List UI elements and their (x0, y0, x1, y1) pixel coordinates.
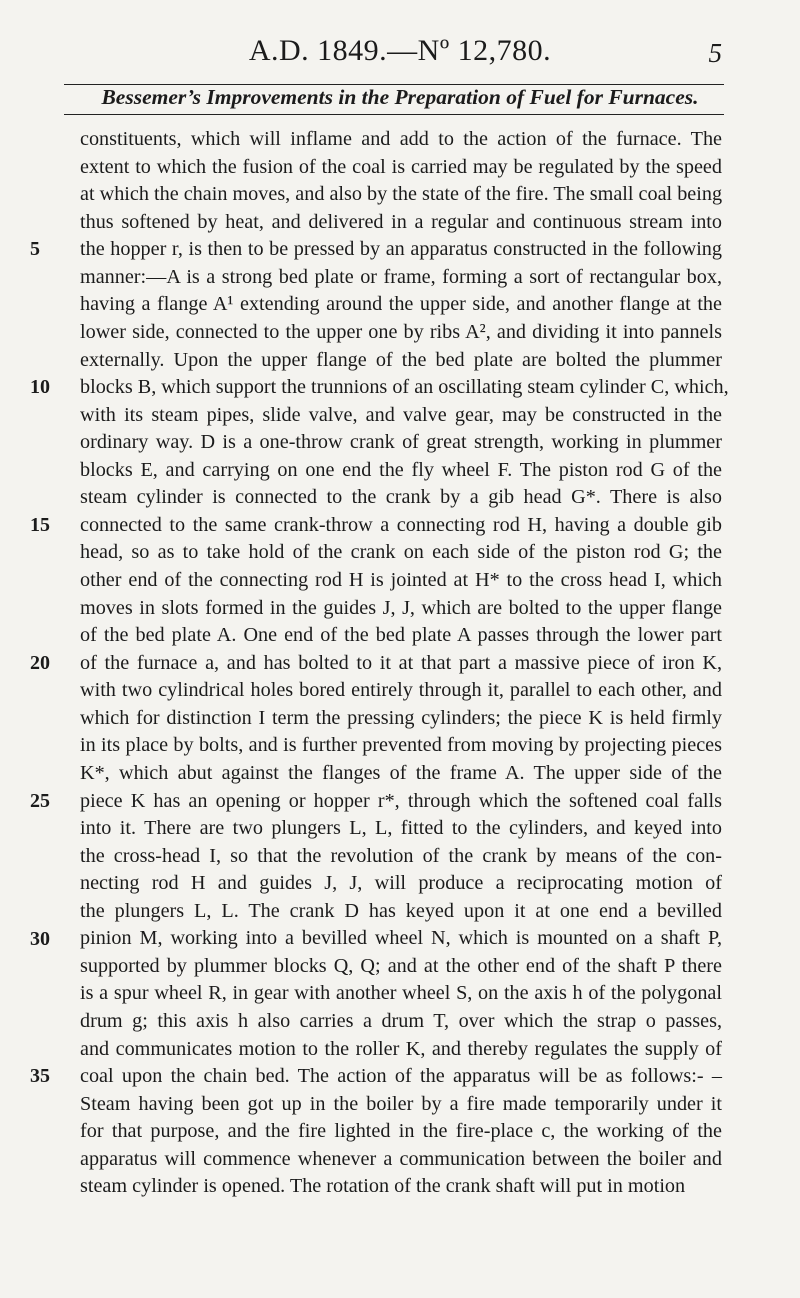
text-line: constituents, which will inflame and add to the action of the furnace. The (80, 128, 722, 150)
page-header (0, 34, 800, 74)
text-line: connected to the same crank-throw a connecting rod H, having a double gib (80, 513, 722, 536)
text-line: Steam having been got up in the boiler by a fire made temporarily under it (80, 1092, 722, 1115)
text-line: and communicates motion to the roller K, and thereby regulates the supply of (80, 1037, 722, 1060)
line-number: 10 (30, 376, 50, 399)
text-line: which for distinction I term the pressing cylinders; the piece K is held firmly (80, 706, 722, 729)
line-number: 5 (30, 238, 40, 261)
text-line: head, so as to take hold of the crank on each side of the piston rod G; the (80, 541, 722, 564)
page-number: 5 (708, 38, 722, 68)
text-line: having a flange A¹ extending around the upper side, and another flange at the (80, 293, 722, 316)
text-line: is a spur wheel R, in gear with another wheel S, on the axis h of the polygonal (80, 982, 722, 1005)
text-line: in its place by bolts, and is further prevented from moving by projecting pieces (80, 734, 722, 757)
text-line: with its steam pipes, slide valve, and valve gear, may be constructed in the (80, 403, 722, 426)
text-line: extent to which the fusion of the coal is carried may be regulated by the speed (80, 155, 722, 178)
text-line: other end of the connecting rod H is jointed at H* to the cross head I, which (80, 569, 722, 591)
text-line: pinion M, working into a bevilled wheel N, which is mounted on a shaft P, (80, 927, 722, 950)
text-line: blocks B, which support the trunnions of an oscillating steam cylinder C, which, (80, 376, 729, 399)
text-line: piece K has an opening or hopper r*, through which the softened coal falls (80, 789, 722, 812)
text-line: ordinary way. D is a one-throw crank of great strength, working in plummer (80, 431, 722, 454)
text-line: at which the chain moves, and also by the state of the fire. The small coal being (80, 183, 723, 206)
running-title: Bessemer’s Improvements in the Preparation of Fuel for Furnaces. (101, 85, 699, 109)
text-line: blocks E, and carrying on one end the fly wheel F. The piston rod G of the (80, 458, 722, 481)
body-text (80, 126, 729, 1201)
line-number: 20 (30, 651, 50, 674)
patent-title: A.D. 1849.—Nº 12,780. (248, 34, 552, 67)
text-line: the hopper r, is then to be pressed by an apparatus constructed in the following (80, 238, 722, 261)
text-line: K*, which abut against the flanges of the frame A. The upper side of the (80, 761, 722, 784)
text-line: the plungers L, L. The crank D has keyed upon it at one end a bevilled (80, 899, 722, 922)
text-line: supported by plummer blocks Q, Q; and at the other end of the shaft P there (80, 954, 722, 977)
text-line: thus softened by heat, and delivered in a regular and continuous stream into (80, 210, 722, 233)
text-line: steam cylinder is opened. The rotation of the crank shaft will put in motion (80, 1175, 686, 1198)
text-line: externally. Upon the upper flange of the bed plate are bolted the plummer (80, 348, 722, 371)
text-line: drum g; this axis h also carries a drum T, over which the strap o passes, (80, 1010, 722, 1032)
text-line: with two cylindrical holes bored entirely through it, parallel to each other, and (80, 679, 722, 702)
text-line: moves in slots formed in the guides J, J, which are bolted to the upper flange (80, 596, 722, 619)
text-line: necting rod H and guides J, J, will produce a reciprocating motion of (80, 872, 722, 895)
text-line: coal upon the chain bed. The action of the apparatus will be as follows:- – (80, 1065, 722, 1088)
line-number: 25 (30, 789, 50, 812)
line-number: 35 (30, 1065, 50, 1088)
text-line: steam cylinder is connected to the crank by a gib head G*. There is also (80, 486, 722, 509)
line-number: 15 (30, 513, 50, 536)
text-line: lower side, connected to the upper one by ribs A², and dividing it into pannels (80, 320, 722, 343)
bottom-rule (64, 114, 724, 115)
text-line: into it. There are two plungers L, L, fitted to the cylinders, and keyed into (80, 817, 722, 840)
text-line: for that purpose, and the fire lighted in the fire-place c, the working of the (80, 1120, 722, 1143)
text-line: apparatus will commence whenever a communication between the boiler and (80, 1147, 722, 1170)
text-line: of the bed plate A. One end of the bed plate A passes through the lower part (80, 624, 722, 647)
text-line: the cross-head I, so that the revolution of the crank by means of the con- (80, 844, 722, 867)
line-number: 30 (30, 927, 50, 950)
text-line: of the furnace a, and has bolted to it at that part a massive piece of iron K, (80, 651, 722, 674)
text-line: manner:—A is a strong bed plate or frame, forming a sort of rectangular box, (80, 265, 722, 288)
